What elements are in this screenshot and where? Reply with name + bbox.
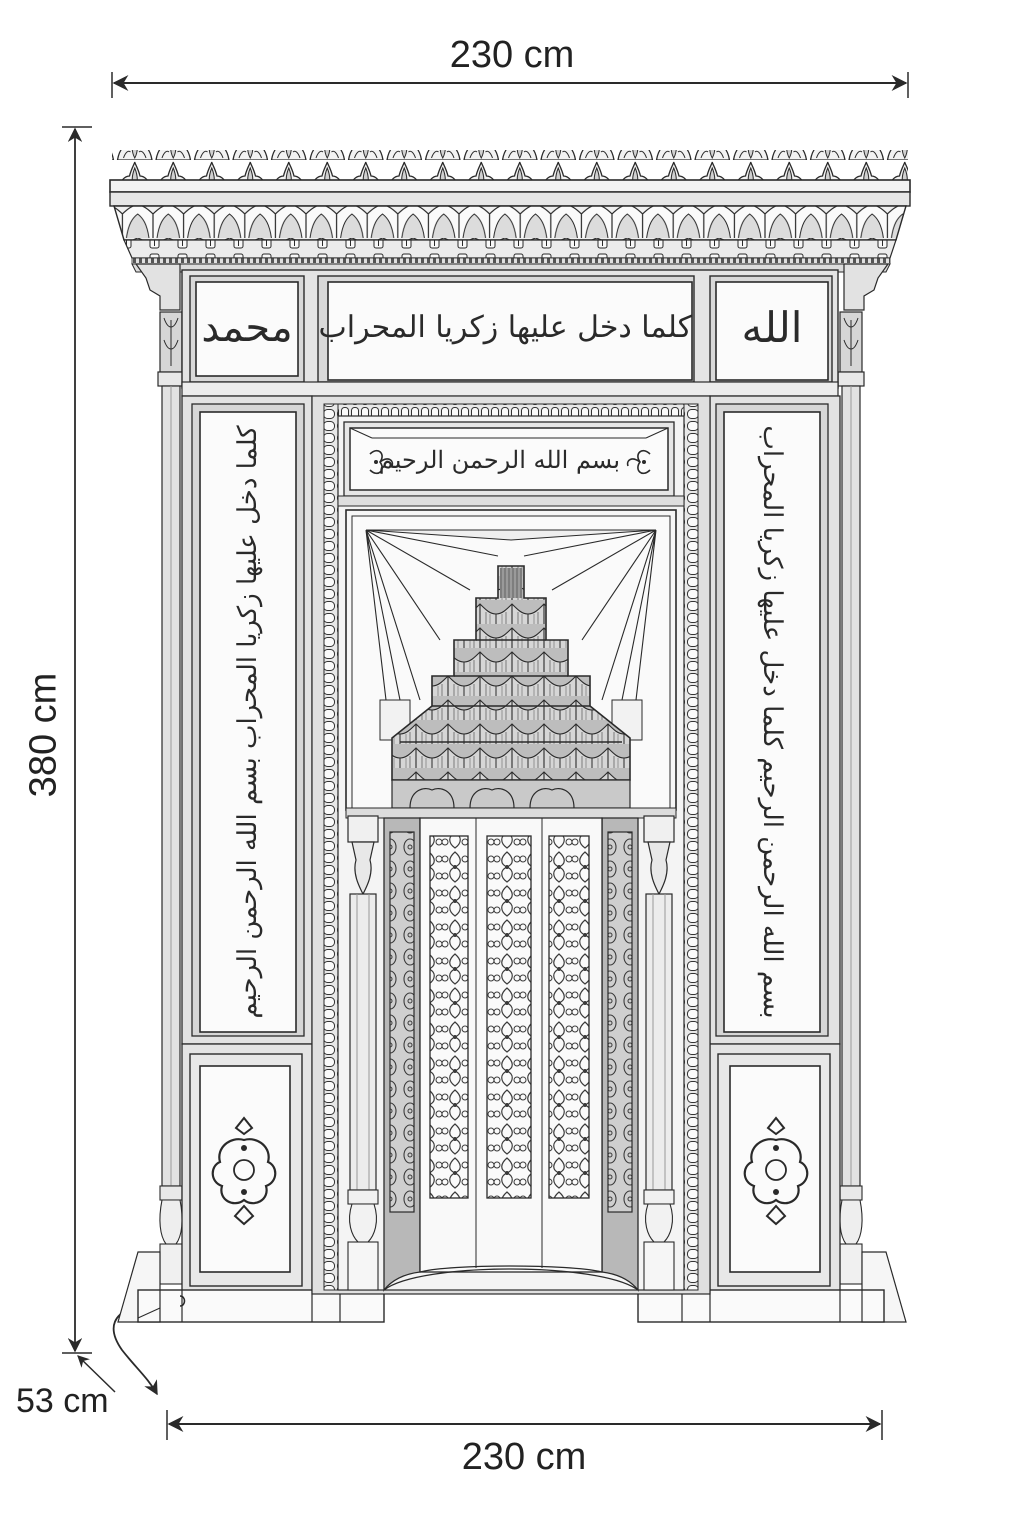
calligraphy-allah: الله bbox=[741, 303, 803, 352]
dimension-label-height: 380 cm bbox=[22, 672, 65, 798]
dimension-height bbox=[62, 127, 92, 1353]
calligraphy-center-inscription: كلما دخل عليها زكريا المحراب bbox=[318, 310, 692, 345]
lower-panel-right bbox=[710, 1044, 840, 1294]
vertical-inscription-left: كلما دخل عليها زكريا المحراب بسم الله الرحمن الرحيم bbox=[233, 425, 263, 1019]
lower-panel-left bbox=[182, 1044, 312, 1294]
calligraphy-basmala: بسم الله الرحمن الرحيم bbox=[378, 446, 620, 474]
lattice-panel bbox=[608, 832, 632, 1212]
lattice-panel bbox=[487, 836, 531, 1198]
niche-hood bbox=[346, 510, 676, 818]
lattice-panel bbox=[430, 836, 468, 1198]
lattice-panel bbox=[549, 836, 589, 1198]
vertical-inscription-right: بسم الله الرحمن الرحيم كلما دخل عليها زكريا المحراب bbox=[757, 425, 787, 1019]
dimension-label-top-width: 230 cm bbox=[449, 34, 575, 76]
muqarnas-cornice bbox=[114, 206, 906, 240]
dimension-label-bottom-width: 230 cm bbox=[461, 1436, 587, 1478]
crest-ornament bbox=[112, 150, 908, 182]
niche-wall bbox=[384, 818, 638, 1290]
outer-column-right bbox=[838, 312, 864, 1284]
calligraphy-muhammad: محمد bbox=[201, 305, 293, 351]
cornice-top-band bbox=[110, 180, 910, 192]
vertical-inscription-right-text: بسم الله الرحمن الرحيم bbox=[757, 757, 787, 1019]
dimension-label-depth: 53 cm bbox=[16, 1382, 109, 1420]
lattice-panel bbox=[390, 832, 414, 1212]
vertical-inscription-left-text: كلما دخل عليها زكريا المحراب bbox=[233, 425, 263, 750]
outer-column-left bbox=[158, 312, 184, 1284]
